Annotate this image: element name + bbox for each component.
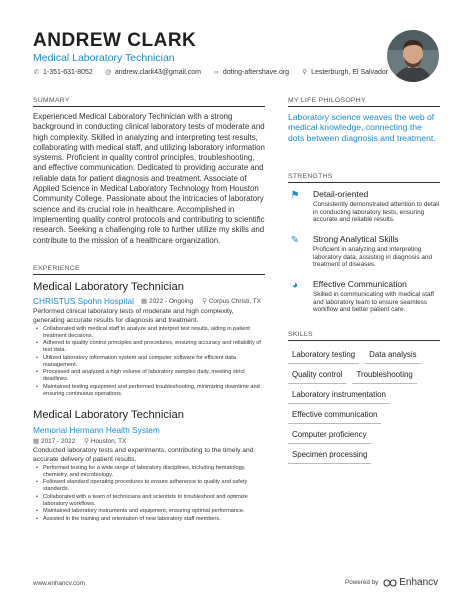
- job-meta: [33, 437, 126, 445]
- link-icon: ∞: [214, 69, 219, 76]
- contact-location: [301, 69, 388, 76]
- footer-branding: [345, 577, 438, 588]
- flag-icon: ⚑: [290, 190, 300, 201]
- strength-desc: Skilled in communicating with medical staff and laboratory team to ensure seamless workflow and better patient care.: [313, 291, 435, 314]
- brand-name: Enhancv: [399, 577, 439, 588]
- location-pin-icon: ⚲: [202, 298, 207, 305]
- skill-tag: Laboratory testing: [288, 347, 359, 364]
- experience-heading: EXPERIENCE: [33, 265, 80, 272]
- drop-icon: ◕: [291, 280, 299, 291]
- skill-row: [288, 427, 443, 444]
- skill-tag: Laboratory instrumentation: [288, 387, 390, 404]
- philosophy-text: Laboratory science weaves the web of medical knowledge, connecting the dots between diagnosis and treatment.: [288, 112, 436, 143]
- job-description: Performed clinical laboratory tests of moderate and high complexity, generating accurate results for diagnosis and treatment.: [33, 308, 234, 324]
- candidate-name: ANDREW CLARK: [33, 30, 197, 51]
- job-bullets: [33, 465, 261, 523]
- job-bullets: [33, 326, 261, 398]
- profile-photo: [387, 30, 439, 82]
- strength-title: Effective Communication: [313, 279, 407, 289]
- email-text: andrew.clark43@gmail.com: [114, 69, 201, 76]
- strength-title: Detail-oriented: [313, 189, 369, 199]
- website-text: doting-aftershave.org: [222, 69, 290, 76]
- skills-divider: [288, 340, 440, 341]
- strength-desc: Proficient in analyzing and interpreting laboratory data, assisting in diagnosis and treatment of diseases.: [313, 246, 433, 269]
- philosophy-divider: [288, 106, 440, 107]
- job-location: Houston, TX: [90, 438, 127, 445]
- skill-tag: Troubleshooting: [352, 367, 416, 384]
- location-text: Lesterburgh, El Salvador: [311, 69, 389, 76]
- strengths-divider: [288, 182, 440, 183]
- job-meta: [141, 297, 261, 305]
- skill-tag: Specimen processing: [288, 447, 371, 464]
- powered-by-label: Powered by: [345, 579, 379, 586]
- strength-desc: Consistently demonstrated attention to detail in conducting laboratory tests, ensuring accurate and reliable results.: [313, 201, 440, 224]
- skill-tag: Effective communication: [288, 407, 381, 424]
- summary-heading: SUMMARY: [33, 97, 70, 104]
- calendar-icon: ▦: [33, 438, 40, 445]
- job-dates: 2022 - Ongoing: [149, 298, 194, 305]
- candidate-role: Medical Laboratory Technician: [33, 52, 175, 64]
- skill-row: [288, 387, 443, 404]
- skills-list: [288, 347, 443, 467]
- skill-tag: Computer proficiency: [288, 427, 371, 444]
- magic-wand-icon: ✎: [290, 235, 300, 246]
- contact-bar: [33, 69, 388, 76]
- job-title: Medical Laboratory Technician: [33, 409, 184, 421]
- job-title: Medical Laboratory Technician: [33, 281, 184, 293]
- skill-row: [288, 347, 443, 364]
- list-item: • Assisted in the training and orientation of new laboratory staff members.: [33, 516, 261, 523]
- list-item: • Collaborated with a team of technicians and scientists to troubleshoot and optimize laboratory workflows.: [33, 494, 261, 508]
- job-description: Conducted laboratory tests and experiments, contributing to the timely and accurate delivery of patient results.: [33, 447, 254, 463]
- contact-phone[interactable]: [33, 69, 93, 76]
- experience-divider: [33, 274, 265, 275]
- list-item: • Maintained testing equipment and performed troubleshooting, minimizing downtime and ensuring continuous operations.: [33, 384, 261, 398]
- skills-heading: SKILLS: [288, 331, 313, 338]
- skill-tag: Data analysis: [365, 347, 420, 364]
- phone-text: 1-351-631-8052: [43, 69, 93, 76]
- company-name: CHRISTUS Spohn Hospital: [33, 296, 134, 306]
- location-pin-icon: ⚲: [302, 69, 307, 76]
- at-icon: @: [105, 69, 112, 76]
- contact-email[interactable]: [105, 69, 201, 76]
- summary-divider: [33, 106, 265, 107]
- strengths-heading: STRENGTHS: [288, 173, 333, 180]
- footer-website-link[interactable]: www.enhancv.com: [33, 580, 86, 587]
- summary-text: Experienced Medical Laboratory Technician with a strong background in conducting clinical laboratory tests of moderate and high complexity. Skilled in analyzing and interpreting test results, collaborating with medical staff, and utilizing laboratory information systems. Proficient in quality control principles, troubleshooting, and effective communication. Dedicated to providing accurate and reliable data for patient diagnosis and treatment. Associate of Applied Science in Medical Laboratory Technology from Houston Community College. Passionate about the intricacies of laboratory science and its crucial role in healthcare. Accomplished in implementing quality control protocols and contributing to scientific research. Seeking a challenging role to further utilize my skills and contribute to the mission of a healthcare organization.: [33, 112, 265, 245]
- list-item: • Collaborated with medical staff to analyze and interpret test results, aiding in patient treatment decisions.: [33, 326, 261, 340]
- list-item: • Processed and analyzed a high volume of laboratory samples daily, meeting strict deadlines.: [33, 369, 261, 383]
- calendar-icon: ▦: [141, 298, 148, 305]
- phone-icon: ✆: [33, 69, 40, 76]
- job-dates: 2017 - 2022: [41, 438, 76, 445]
- location-pin-icon: ⚲: [84, 438, 89, 445]
- list-item: • Followed standard operating procedures to ensure adherence to quality and safety standards.: [33, 479, 261, 493]
- skill-row: [288, 367, 443, 384]
- list-item: • Utilized laboratory information system and computer software for efficient data management.: [33, 355, 261, 369]
- skill-row: [288, 447, 443, 464]
- company-name: Memorial Hermann Health System: [33, 425, 160, 435]
- job-location: Corpus Christi, TX: [208, 298, 261, 305]
- list-item: • Maintained laboratory instruments and equipment, ensuring optimal performance.: [33, 508, 261, 515]
- list-item: • Adhered to quality control principles and procedures, ensuring accuracy and reliability of test data.: [33, 340, 261, 354]
- avatar: [387, 30, 439, 82]
- list-item: • Performed testing for a wide range of laboratory disciplines, including hematology, chemistry, and microbiology.: [33, 465, 261, 479]
- enhancv-logo-icon: [383, 579, 397, 587]
- skill-row: [288, 407, 443, 424]
- enhancv-logo[interactable]: [383, 577, 438, 588]
- philosophy-heading: MY LIFE PHILOSOPHY: [288, 97, 366, 104]
- contact-website[interactable]: [213, 69, 289, 76]
- strength-title: Strong Analytical Skills: [313, 234, 399, 244]
- skill-tag: Quality control: [288, 367, 346, 384]
